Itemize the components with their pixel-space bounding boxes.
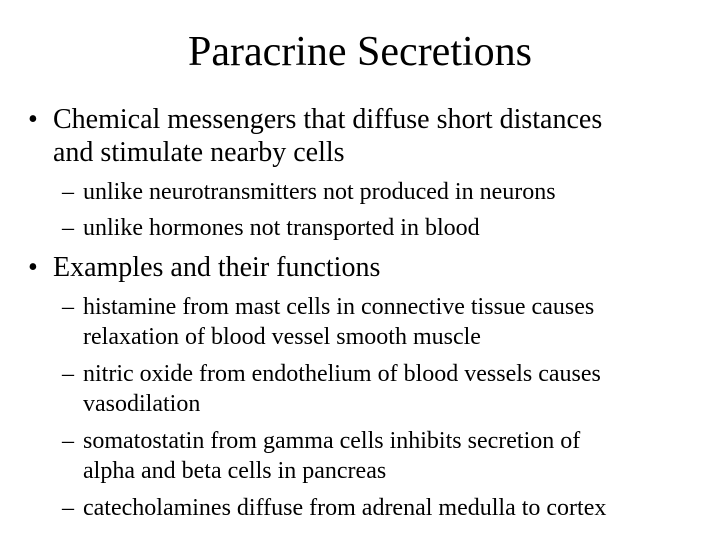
bullet-1-line-2: and stimulate nearby cells	[53, 137, 345, 168]
sub-marker: –	[62, 215, 74, 241]
sub-bullet-1-2-line-1: unlike hormones not transported in blood	[83, 215, 480, 241]
sub-marker: –	[62, 361, 74, 387]
sub-marker: –	[62, 179, 74, 205]
sub-bullet-2-1-line-1: histamine from mast cells in connective tissue causes	[83, 294, 595, 320]
sub-marker: –	[62, 428, 74, 454]
bullet-1-line-1: Chemical messengers that diffuse short distances	[53, 104, 603, 135]
sub-bullet-2-1-line-2: relaxation of blood vessel smooth muscle	[83, 324, 481, 350]
sub-bullet-2-2-line-2: vasodilation	[83, 391, 201, 417]
bullet-2-line-1: Examples and their functions	[53, 252, 381, 283]
sub-bullet-2-3-line-2: alpha and beta cells in pancreas	[83, 458, 387, 484]
sub-bullet-2-2-line-1: nitric oxide from endothelium of blood vessels causes	[83, 361, 601, 387]
sub-marker: –	[62, 495, 74, 521]
sub-marker: –	[62, 294, 74, 320]
sub-bullet-1-1-line-1: unlike neurotransmitters not produced in neurons	[83, 179, 556, 205]
sub-bullet-2-4-line-1: catecholamines diffuse from adrenal medulla to cortex	[83, 495, 607, 521]
slide-title: Paracrine Secretions	[187, 29, 533, 75]
sub-bullet-2-3-line-1: somatostatin from gamma cells inhibits secretion of	[83, 428, 581, 454]
bullet-marker: •	[28, 252, 38, 283]
bullet-marker: •	[28, 104, 38, 135]
